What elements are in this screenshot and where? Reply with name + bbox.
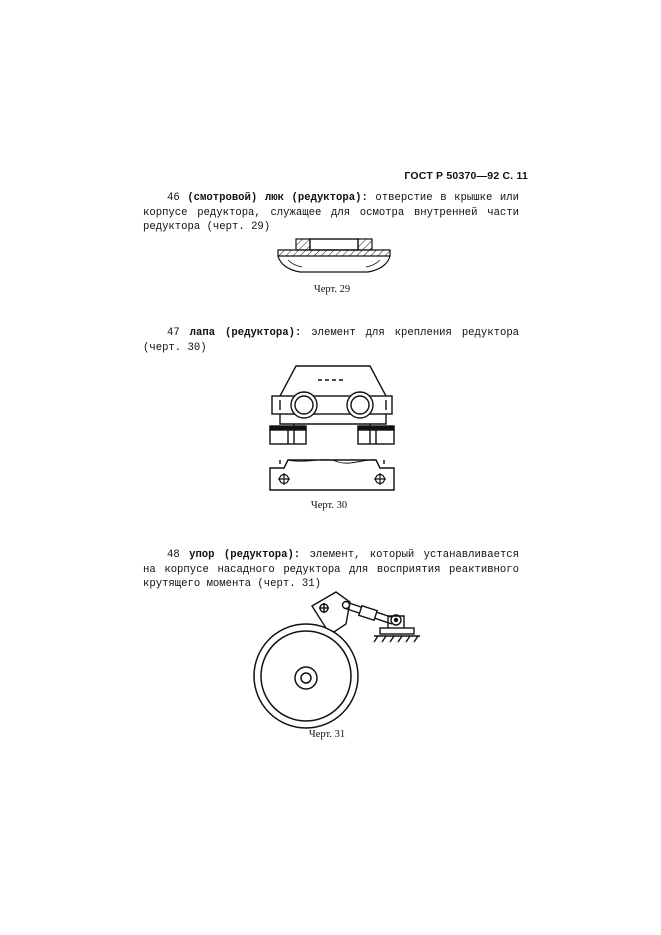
figure-30-foot-right	[358, 424, 394, 444]
term-46-title: (смотровой) люк (редуктора):	[187, 192, 368, 204]
figure-31-housing-disc	[254, 624, 358, 728]
figure-31-caption: Черт. 31	[308, 729, 346, 740]
figure-30-plan-view	[270, 460, 394, 490]
term-46-number: 46	[167, 192, 180, 204]
figure-30-caption: Черт. 30	[310, 500, 348, 511]
term-48-definition: элемент, который устанавливается на корпусе насадного редуктора для восприятия реактивного крутящего момента (черт. 31)	[143, 549, 520, 590]
term-47-number: 47	[167, 327, 180, 339]
term-48-number: 48	[167, 549, 180, 561]
figure-31-anchor-support	[374, 615, 420, 642]
term-47-title: лапа (редуктора):	[189, 327, 302, 339]
figure-29-caption: Черт. 29	[313, 284, 351, 295]
term-48-title: упор (редуктора):	[189, 549, 301, 561]
figure-30-front-view	[272, 366, 392, 424]
figure-31-stop-rod	[343, 602, 395, 625]
term-48-paragraph	[143, 548, 519, 592]
figure-31-torque-arm	[250, 588, 422, 728]
term-47-paragraph	[143, 326, 519, 355]
figure-30-foot-left	[270, 424, 306, 444]
figure-29-cover-plate	[310, 239, 358, 250]
document-header: ГОСТ Р 50370—92 С. 11	[404, 170, 528, 182]
term-46-paragraph	[143, 191, 519, 235]
figure-29-inspection-hatch	[270, 236, 400, 282]
figure-29-housing-wall	[278, 250, 390, 256]
figure-30-bolt-holes	[278, 473, 386, 485]
term-46-definition: отверстие в крышке или корпусе редуктора, служащее для осмотра внутренней части редуктора (черт. 29)	[143, 192, 519, 233]
term-47-definition: элемент для крепления редуктора (черт. 30)	[143, 327, 520, 354]
figure-30-gearbox-feet	[266, 360, 398, 496]
